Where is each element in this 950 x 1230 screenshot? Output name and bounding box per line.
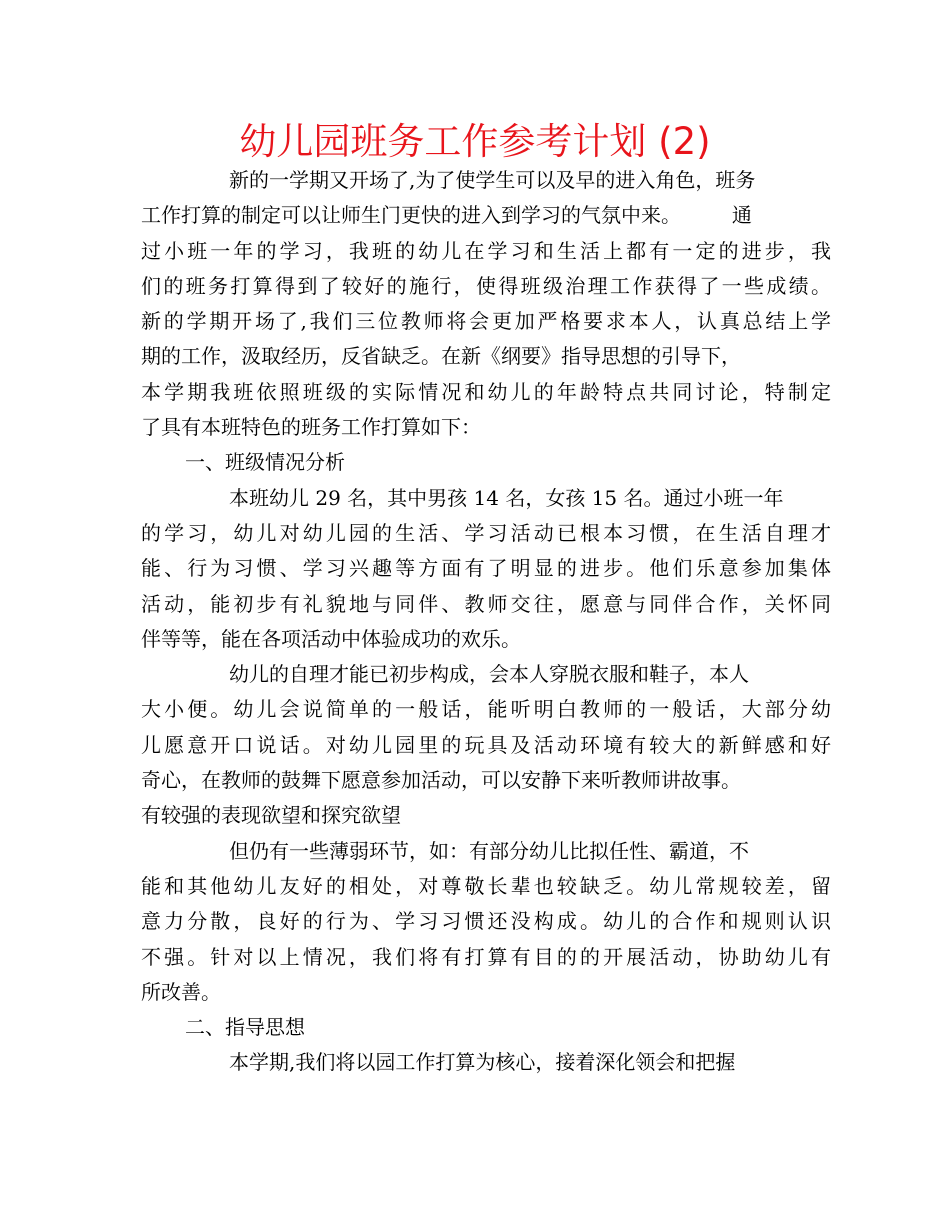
body-line: 本学期,我们将以园工作打算为核心，接着深化领会和把握 bbox=[229, 1050, 736, 1075]
body-line: 儿愿意开口说话。对幼儿园里的玩具及活动环境有较大的新鲜感和好 bbox=[141, 732, 831, 757]
document-body bbox=[141, 163, 831, 1081]
body-line: 本学期我班依照班级的实际情况和幼儿的年龄特点共同讨论，特制定 bbox=[141, 379, 831, 404]
document-title: 幼儿园班务工作参考计划 (2) bbox=[239, 120, 711, 163]
body-line: 工作打算的制定可以让师生门更快的进入到学习的气氛中来。 通 bbox=[141, 203, 752, 228]
body-line: 了具有本班特色的班务工作打算如下： bbox=[141, 415, 481, 440]
body-line: 新的一学期又开场了,为了使学生可以及早的进入角色，班务 bbox=[229, 168, 756, 192]
body-line: 的学习，幼儿对幼儿园的生活、学习活动已根本习惯，在生活自理才 bbox=[141, 520, 831, 545]
body-line: 幼儿的自理才能已初步构成，会本人穿脱衣服和鞋子，本人 bbox=[229, 662, 749, 687]
body-line: 们的班务打算得到了较好的施行，使得班级治理工作获得了一些成绩。 bbox=[141, 273, 831, 298]
body-line: 有较强的表现欲望和探究欲望 bbox=[141, 803, 401, 828]
body-line: 过小班一年的学习，我班的幼儿在学习和生活上都有一定的进步，我 bbox=[141, 238, 831, 263]
body-line: 能和其他幼儿友好的相处，对尊敬长辈也较缺乏。幼儿常规较差，留 bbox=[141, 873, 831, 898]
body-line: 但仍有一些薄弱环节，如：有部分幼儿比拟任性、霸道，不 bbox=[229, 838, 749, 863]
body-line: 能、行为习惯、学习兴趣等方面有了明显的进步。他们乐意参加集体 bbox=[141, 556, 831, 581]
body-line: 伴等等，能在各项活动中体验成功的欢乐。 bbox=[141, 626, 521, 651]
body-line: 新的学期开场了,我们三位教师将会更加严格要求本人，认真总结上学 bbox=[141, 309, 831, 334]
body-line: 意力分散，良好的行为、学习习惯还没构成。幼儿的合作和规则认识 bbox=[141, 909, 831, 934]
body-line: 奇心，在教师的鼓舞下愿意参加活动，可以安静下来听教师讲故事。 bbox=[141, 768, 741, 793]
body-line: 活动，能初步有礼貌地与同伴、教师交往，愿意与同伴合作，关怀同 bbox=[141, 591, 831, 616]
body-line: 不强。针对以上情况，我们将有打算有目的的开展活动，协助幼儿有 bbox=[141, 944, 831, 969]
body-line: 本班幼儿 29 名，其中男孩 14 名，女孩 15 名。通过小班一年 bbox=[229, 485, 784, 510]
section-heading: 一、班级情况分析 bbox=[185, 450, 345, 475]
body-line: 所改善。 bbox=[141, 979, 221, 1004]
body-line: 大小便。幼儿会说简单的一般话，能听明白教师的一般话，大部分幼 bbox=[141, 697, 831, 722]
body-line: 期的工作，汲取经历，反省缺乏。在新《纲要》指导思想的引导下， bbox=[141, 344, 741, 369]
section-heading: 二、指导思想 bbox=[185, 1015, 305, 1040]
